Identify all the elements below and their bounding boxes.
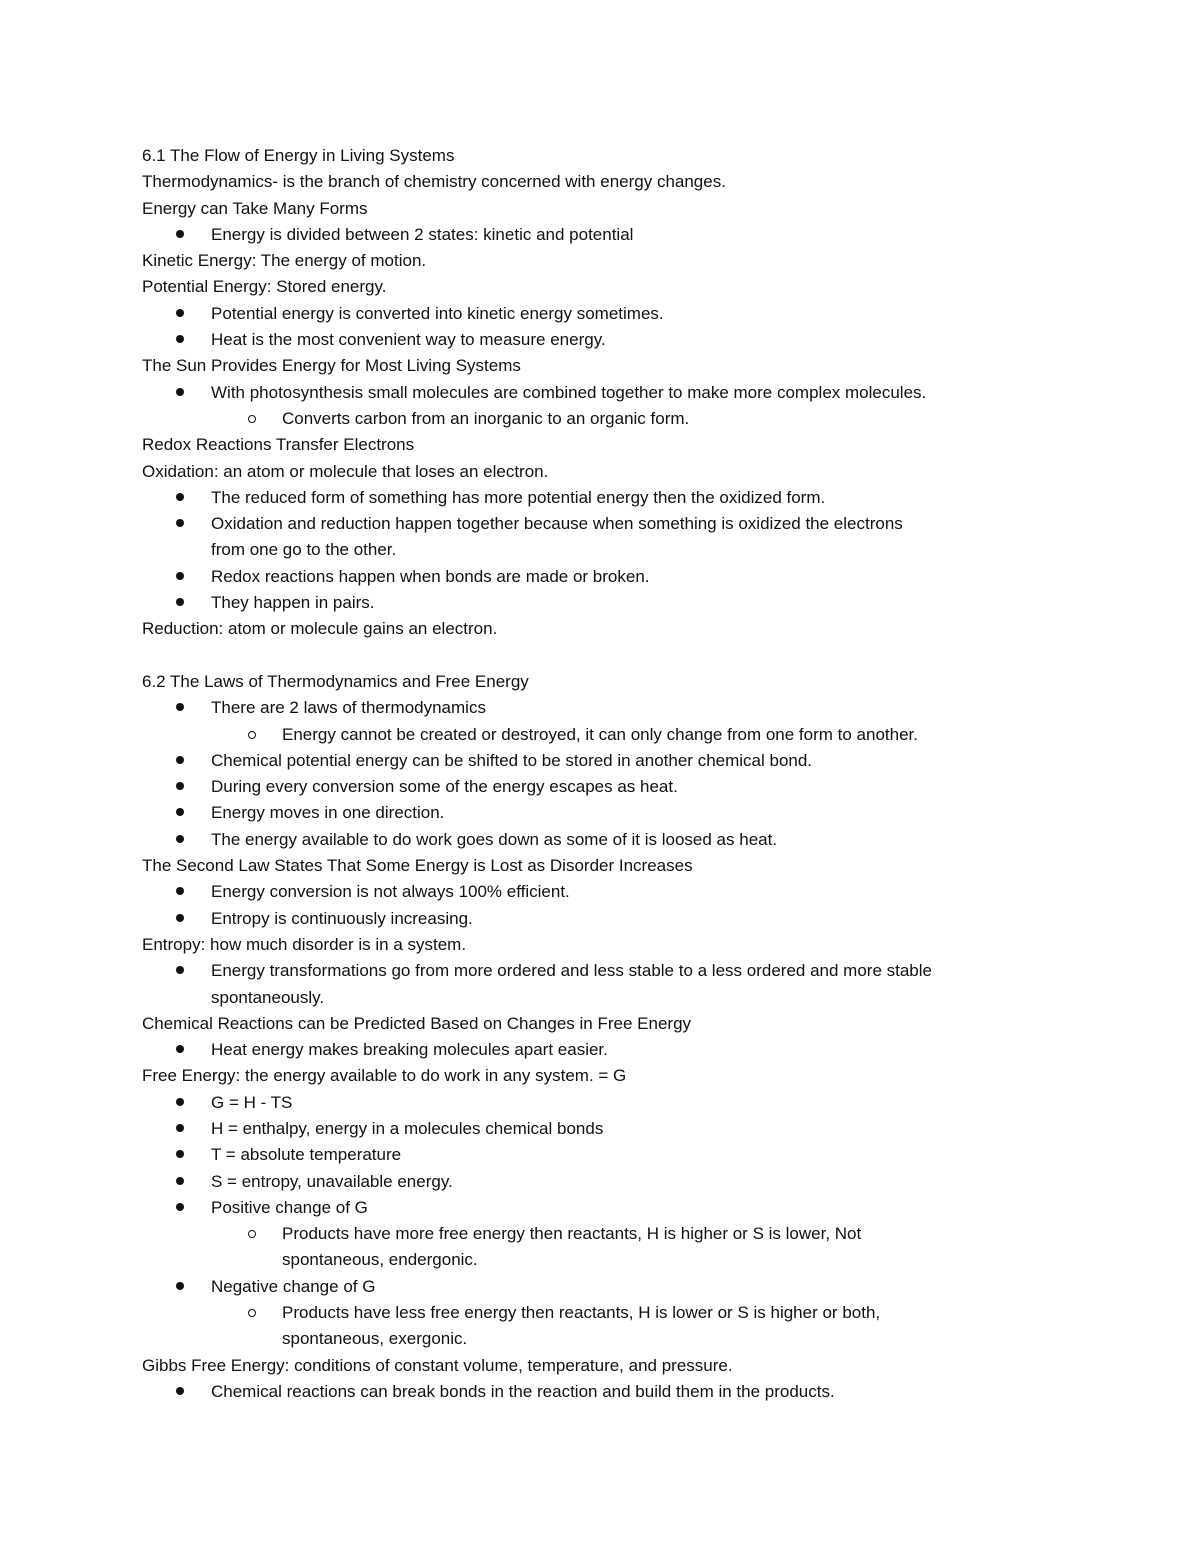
bullet-item: G = H - TS <box>142 1090 1142 1116</box>
paragraph-line: 6.2 The Laws of Thermodynamics and Free Energy <box>142 671 529 691</box>
bullet-item: Redox reactions happen when bonds are made or broken. <box>142 564 1142 590</box>
bullet-item: Negative change of G <box>142 1274 1142 1300</box>
bullet-item: Potential energy is converted into kinetic energy sometimes. <box>142 301 1142 327</box>
sub-bullet-item: Converts carbon from an inorganic to an organic form. <box>142 406 1142 432</box>
bullet-item: Oxidation and reduction happen together because when something is oxidized the electrons <box>142 511 1142 537</box>
paragraph-line: Gibbs Free Energy: conditions of constant volume, temperature, and pressure. <box>142 1355 733 1375</box>
bullet-item: Energy is divided between 2 states: kinetic and potential <box>142 222 1142 248</box>
paragraph-line: Chemical Reactions can be Predicted Based on Changes in Free Energy <box>142 1013 692 1033</box>
paragraph-line: Free Energy: the energy available to do work in any system. = G <box>142 1066 627 1086</box>
sub-bullet-item: Products have less free energy then reactants, H is lower or S is higher or both, <box>142 1300 1142 1326</box>
document-page <box>142 143 1142 1405</box>
paragraph-line: 6.1 The Flow of Energy in Living Systems <box>142 146 455 165</box>
sub-bullet-continuation: spontaneous, endergonic. <box>282 1250 478 1270</box>
bullet-item: Energy moves in one direction. <box>142 800 1142 826</box>
paragraph-line: Kinetic Energy: The energy of motion. <box>142 251 427 271</box>
bullet-continuation: spontaneously. <box>211 987 325 1007</box>
bullet-item: S = entropy, unavailable energy. <box>142 1169 1142 1195</box>
bullet-item: Entropy is continuously increasing. <box>142 906 1142 932</box>
paragraph-line: Entropy: how much disorder is in a system. <box>142 934 467 954</box>
paragraph-line: Energy can Take Many Forms <box>142 198 368 218</box>
bullet-item: Chemical reactions can break bonds in the reaction and build them in the products. <box>142 1379 1142 1405</box>
bullet-item: Heat is the most convenient way to measure energy. <box>142 327 1142 353</box>
bullet-item: They happen in pairs. <box>142 590 1142 616</box>
sub-bullet-item: Products have more free energy then reactants, H is higher or S is lower, Not <box>142 1221 1142 1247</box>
paragraph-line: The Second Law States That Some Energy is Lost as Disorder Increases <box>142 856 693 876</box>
paragraph-line: Reduction: atom or molecule gains an electron. <box>142 619 498 639</box>
bullet-item: There are 2 laws of thermodynamics <box>142 695 1142 721</box>
sub-bullet-item: Energy cannot be created or destroyed, it can only change from one form to another. <box>142 722 1142 748</box>
paragraph-line: The Sun Provides Energy for Most Living Systems <box>142 356 521 376</box>
bullet-item: H = enthalpy, energy in a molecules chemical bonds <box>142 1116 1142 1142</box>
sub-bullet-continuation: spontaneous, exergonic. <box>282 1329 468 1349</box>
bullet-continuation: from one go to the other. <box>211 540 397 560</box>
bullet-item: T = absolute temperature <box>142 1142 1142 1168</box>
bullet-item: Chemical potential energy can be shifted to be stored in another chemical bond. <box>142 748 1142 774</box>
bullet-item: Energy transformations go from more ordered and less stable to a less ordered and more stable <box>142 958 1142 984</box>
bullet-item: The energy available to do work goes down as some of it is loosed as heat. <box>142 827 1142 853</box>
paragraph-line: Potential Energy: Stored energy. <box>142 277 387 297</box>
bullet-item: Positive change of G <box>142 1195 1142 1221</box>
paragraph-line: Redox Reactions Transfer Electrons <box>142 435 415 455</box>
paragraph-line: Oxidation: an atom or molecule that loses an electron. <box>142 461 549 481</box>
bullet-item: Energy conversion is not always 100% efficient. <box>142 879 1142 905</box>
blank-line <box>142 643 1142 669</box>
bullet-item: During every conversion some of the energy escapes as heat. <box>142 774 1142 800</box>
paragraph-line: Thermodynamics- is the branch of chemistry concerned with energy changes. <box>142 172 726 192</box>
bullet-item: With photosynthesis small molecules are combined together to make more complex molecules. <box>142 380 1142 406</box>
bullet-item: The reduced form of something has more potential energy then the oxidized form. <box>142 485 1142 511</box>
bullet-item: Heat energy makes breaking molecules apart easier. <box>142 1037 1142 1063</box>
